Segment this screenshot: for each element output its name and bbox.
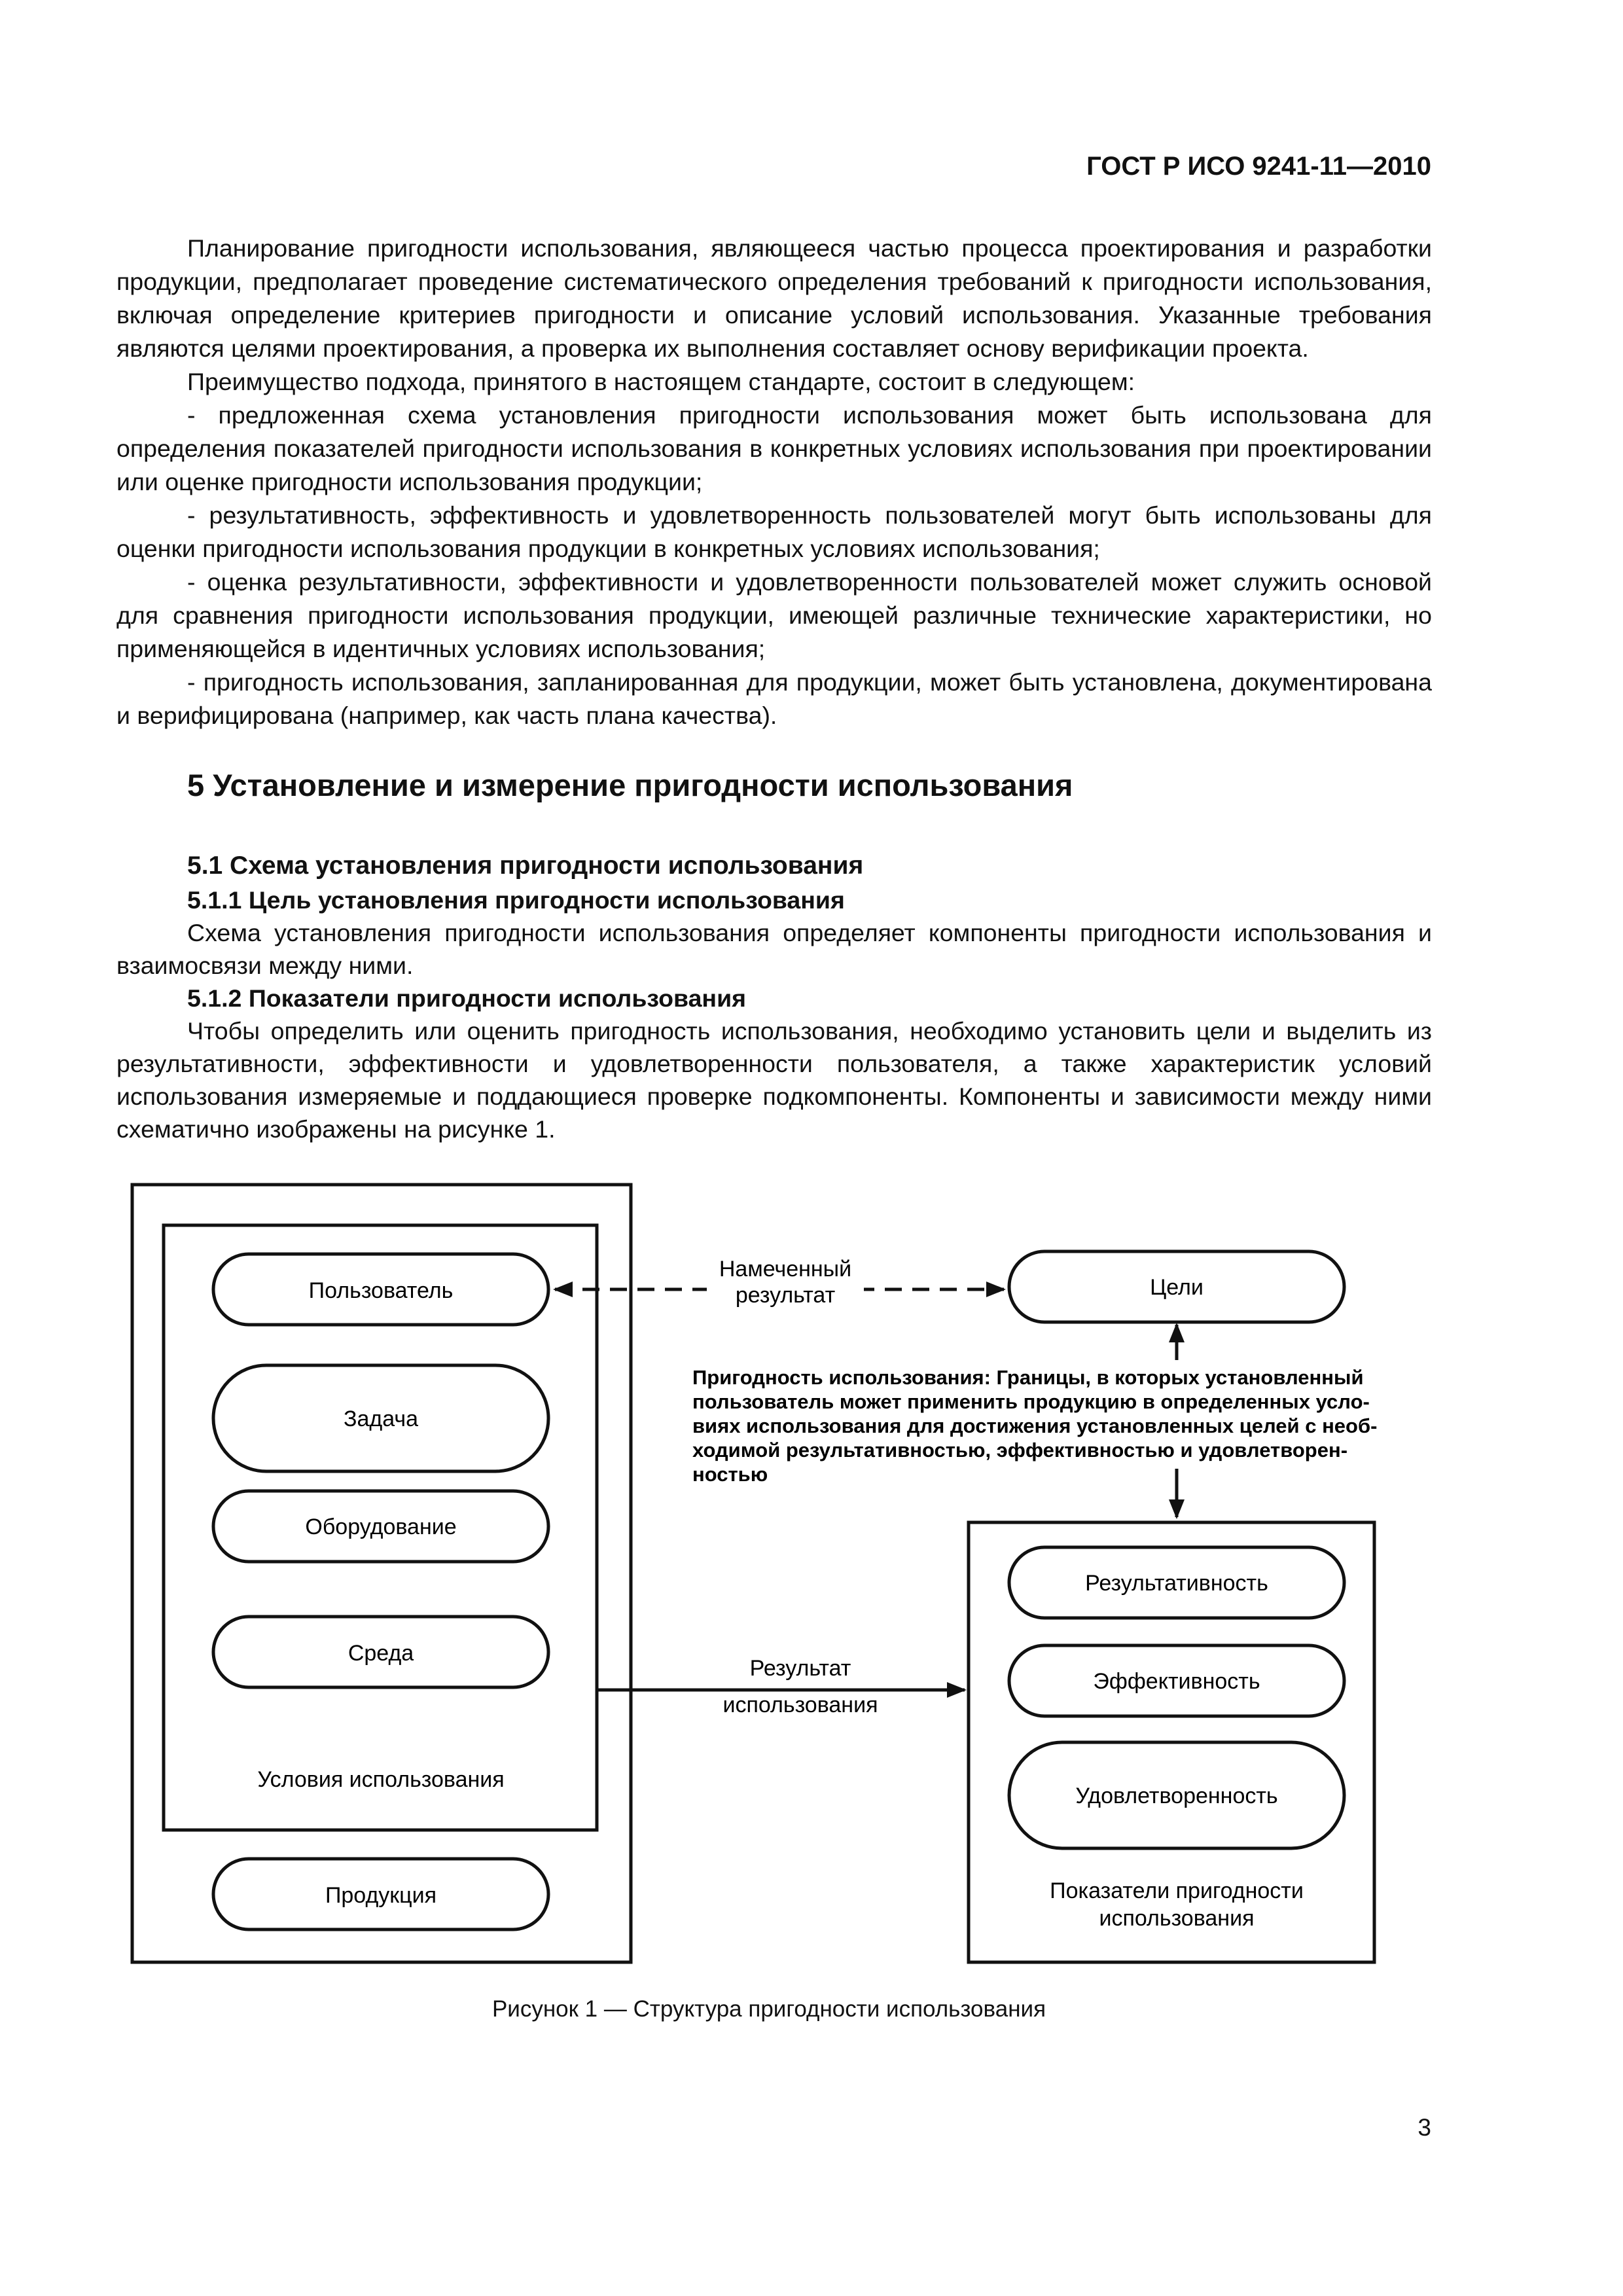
usability-measures-label-line1: Показатели пригодности bbox=[1050, 1878, 1304, 1903]
context-of-use-label: Условия использования bbox=[257, 1767, 505, 1792]
task-label: Задача bbox=[343, 1407, 419, 1431]
section-title: 5 Установление и измерение пригодности использования bbox=[187, 768, 1073, 802]
user-label: Пользователь bbox=[308, 1278, 454, 1303]
figure-caption: Рисунок 1 — Структура пригодности использования bbox=[491, 1996, 1046, 2022]
usability-measures-label-line2: использования bbox=[1099, 1906, 1255, 1931]
intro-paragraph: - оценка результативности, эффективности и удовлетворенности пользователей может служить основой для сравнения пригодности использования продукции, имеющей различные технические характеристики, но применяющейся в идентичных условиях использования; bbox=[116, 568, 1432, 662]
effectiveness-label: Результативность bbox=[1085, 1571, 1268, 1596]
usability-definition-line: ходимой результативностью, эффективностью и удовлетворен- bbox=[692, 1439, 1348, 1462]
environment-label: Среда bbox=[348, 1641, 414, 1666]
usability-definition-line: Пригодность использования: Границы, в которых установленный bbox=[692, 1366, 1364, 1389]
intended-result-label-line2: результат bbox=[735, 1283, 836, 1308]
intro-paragraph: - пригодность использования, запланированная для продукции, может быть установлена, документирована и верифицирована (например, как часть плана качества). bbox=[116, 668, 1432, 729]
usability-definition-line: виях использования для достижения установленных целей с необ- bbox=[692, 1414, 1378, 1437]
document-id: ГОСТ Р ИСО 9241-11—2010 bbox=[1086, 152, 1431, 181]
usability-definition-line: пользователь может применить продукцию в определенных усло- bbox=[692, 1390, 1370, 1413]
subsection-5-1-2-title: 5.1.2 Показатели пригодности использования bbox=[187, 984, 747, 1012]
subsection-5-1-title: 5.1 Схема установления пригодности использования bbox=[187, 852, 864, 880]
subsection-5-1-1-text: Схема установления пригодности использования определяет компоненты пригодности использования и взаимосвязи между ними. bbox=[116, 919, 1432, 979]
intro-paragraph: Преимущество подхода, принятого в настоящем стандарте, состоит в следующем: bbox=[187, 368, 1135, 395]
satisfaction-label: Удовлетворенность bbox=[1075, 1784, 1278, 1808]
product-label: Продукция bbox=[325, 1883, 437, 1908]
usage-result-label-line2: использования bbox=[722, 1693, 878, 1717]
efficiency-label: Эффективность bbox=[1093, 1669, 1260, 1694]
intro-paragraph: - результативность, эффективность и удовлетворенность пользователей могут быть использованы для оценки пригодности использования продукции в конкретных условиях использования; bbox=[116, 501, 1432, 562]
usage-result-label-line1: Результат bbox=[749, 1656, 851, 1681]
intro-paragraph: - предложенная схема установления пригодности использования может быть использована для определения показателей пригодности использования в конкретных условиях использования при проектировании или оценке пригодности использования продукции; bbox=[116, 401, 1432, 495]
goals-label: Цели bbox=[1150, 1275, 1204, 1300]
usability-definition-line: ностью bbox=[692, 1463, 768, 1486]
subsection-5-1-2-text: Чтобы определить или оценить пригодность использования, необходимо установить цели и выделить из результативности, эффективности и удовлетворенности пользователя, а также характеристик условий использования измеряемые и поддающиеся проверке подкомпоненты. Компоненты и зависимости между ними схематично изображены на рисунке 1. bbox=[116, 1017, 1432, 1143]
intro-paragraph: Планирование пригодности использования, являющееся частью процесса проектирования и разработки продукции, предполагает проведение систематического определения требований к пригодности использования, включая определение критериев пригодности и описание условий использования. Указанные требования являются целями проектирования, а проверка их выполнения составляет основу верификации проекта. bbox=[116, 234, 1432, 362]
page-number: 3 bbox=[1418, 2114, 1431, 2141]
intended-result-label-line1: Намеченный bbox=[719, 1257, 852, 1282]
subsection-5-1-1-title: 5.1.1 Цель установления пригодности использования bbox=[187, 886, 845, 914]
equipment-label: Оборудование bbox=[305, 1515, 457, 1539]
